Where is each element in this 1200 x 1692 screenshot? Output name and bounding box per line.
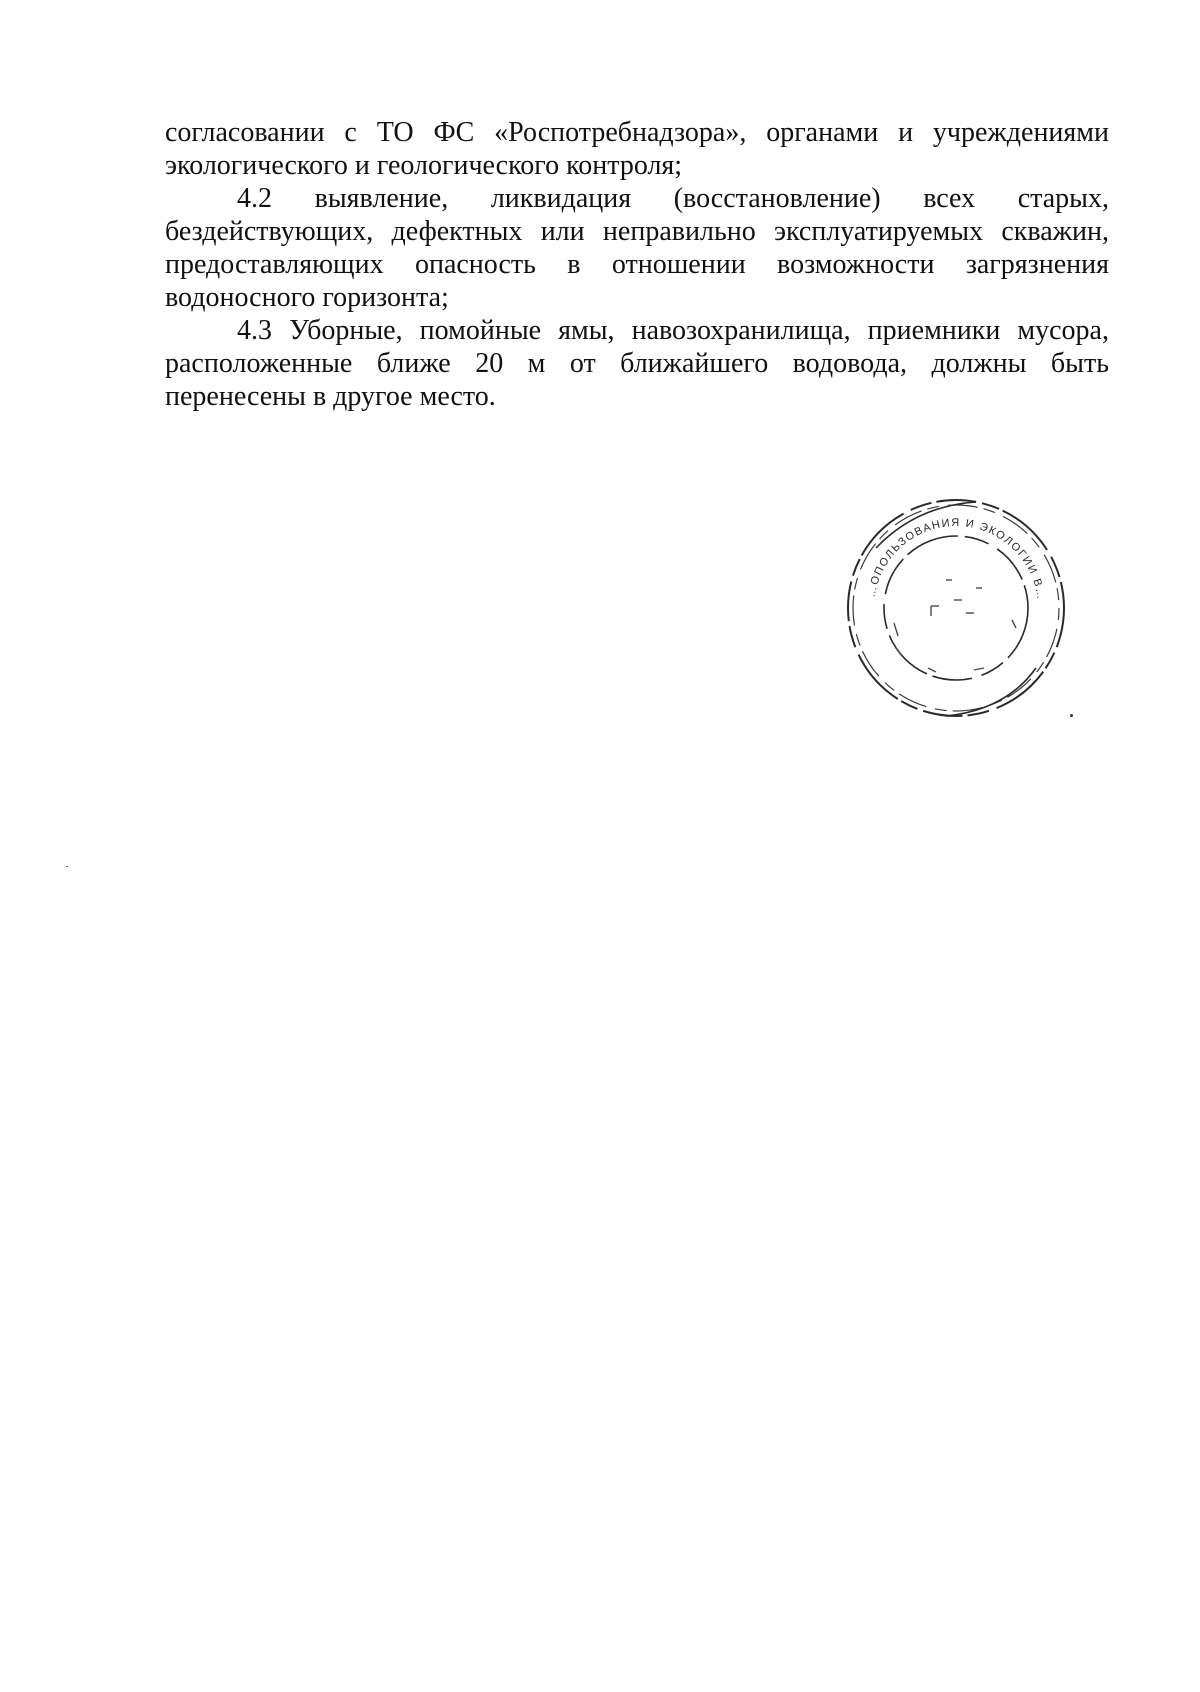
seal-outer-ring — [848, 500, 1064, 716]
seal-ring-text: …ОПОЛЬЗОВАНИЯ И ЭКОЛОГИИ В… — [865, 517, 1047, 602]
scan-speck — [66, 866, 68, 867]
seal-graphic — [836, 488, 1076, 728]
scan-speck — [1070, 714, 1073, 717]
paragraph-item-4-3: 4.3 Уборные, помойные ямы, навозохранилища, приемники мусора, расположенные ближе 20 м от ближайшего водовода, должны быть перенесены в другое место. — [165, 315, 1109, 412]
document-body — [165, 116, 1109, 413]
official-seal — [836, 488, 1076, 728]
paragraph-item-4-2: 4.2 выявление, ликвидация (восстановление) всех старых, бездействующих, дефектных или неправильно эксплуатируемых скважин, предоставляющих опасность в отношении возможности загрязнения водоносного горизонта; — [165, 183, 1109, 313]
paragraph-continuation: согласовании с ТО ФС «Роспотребнадзора», органами и учреждениями экологического и геологического контроля; — [165, 117, 1109, 181]
seal-inner-ring — [884, 536, 1028, 680]
seal-faded-marks — [894, 580, 1016, 672]
seal-edge-strokes — [876, 502, 1036, 716]
